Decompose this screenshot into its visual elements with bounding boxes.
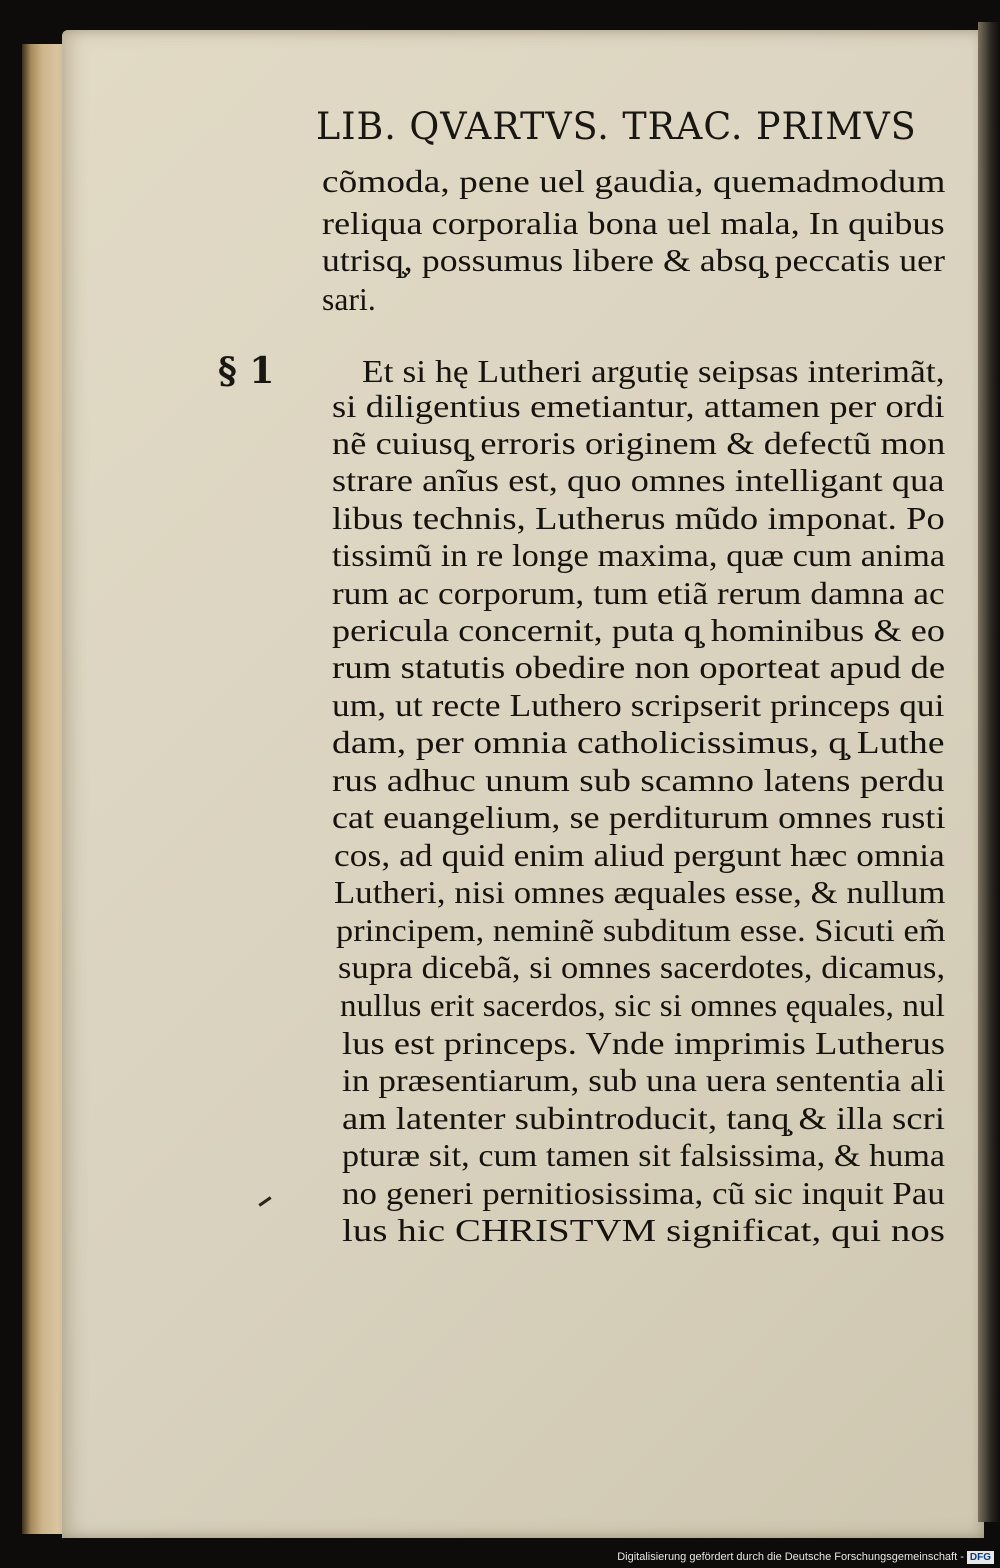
credit-text: Digitalisierung gefördert durch die Deutsche Forschungsgemeinschaft - [617, 1551, 964, 1563]
text-line: nẽ cuiusq̧ erroris originem & defectũ mon [332, 426, 946, 461]
text-line: rum ac corporum, tum etiã rerum damna ac [332, 576, 945, 611]
text-line: pturæ sit, cum tamen sit falsissima, & huma [342, 1138, 946, 1173]
text-line: supra dicebã, si omnes sacerdotes, dicamus, [338, 950, 946, 985]
dfg-logo: DFG [967, 1551, 994, 1564]
marginal-section-note: § 1 [218, 350, 275, 392]
text-line: reliqua corporalia bona uel mala, In quibus [322, 206, 945, 241]
text-line: cos, ad quid enim aliud pergunt hæc omnia [334, 838, 945, 873]
text-line: lus hic CHRISTVM significat, qui nos [342, 1213, 946, 1248]
text-line: dam, per omnia catholicissimus, q̧ Luthe [332, 725, 945, 760]
text-line: libus technis, Lutherus mũdo imponat. Po [332, 501, 945, 536]
text-line: Lutheri, nisi omnes æquales esse, & nullum [334, 875, 946, 910]
text-line: si diligentius emetiantur, attamen per ordi [332, 389, 945, 424]
text-line: strare anĩus est, quo omnes intelligant qua [332, 463, 945, 498]
text-line: in præsentiarum, sub una uera sententia ali [342, 1063, 946, 1098]
text-line: sari. [322, 282, 376, 317]
text-line: cat euangelium, se perditurum omnes rusti [332, 800, 946, 835]
text-line: um, ut recte Luthero scripserit princeps qui [332, 688, 945, 723]
text-line: Et si hę Lutheri argutię seipsas interimãt, [362, 354, 945, 389]
text-line: lus est princeps. Vnde imprimis Lutherus [342, 1026, 946, 1061]
running-title: LIB. QVARTVS. TRAC. PRIMVS [316, 105, 917, 148]
book-binding-shadow [978, 22, 1000, 1522]
text-line: rus adhuc unum sub scamno latens perdu [332, 763, 945, 798]
text-line: rum statutis obedire non oporteat apud de [332, 650, 946, 685]
text-line: pericula concernit, puta q̧ hominibus & eo [332, 613, 946, 648]
text-line: principem, neminẽ subditum esse. Sicuti em̃ [336, 913, 946, 948]
text-line: no generi pernitiosissima, cũ sic inquit Pau [342, 1176, 945, 1211]
text-line: tissimũ in re longe maxima, quæ cum anima [332, 538, 946, 573]
digitization-credit [617, 1551, 994, 1564]
text-line: utrisq̧, possumus libere & absq̧ peccatis uer [322, 243, 946, 278]
text-line: nullus erit sacerdos, sic si omnes ęquales, nul [340, 988, 945, 1023]
text-line: cõmoda, pene uel gaudia, quemadmodum [322, 164, 946, 199]
text-line: am latenter subintroducit, tanq̧ & illa scri [342, 1101, 946, 1136]
